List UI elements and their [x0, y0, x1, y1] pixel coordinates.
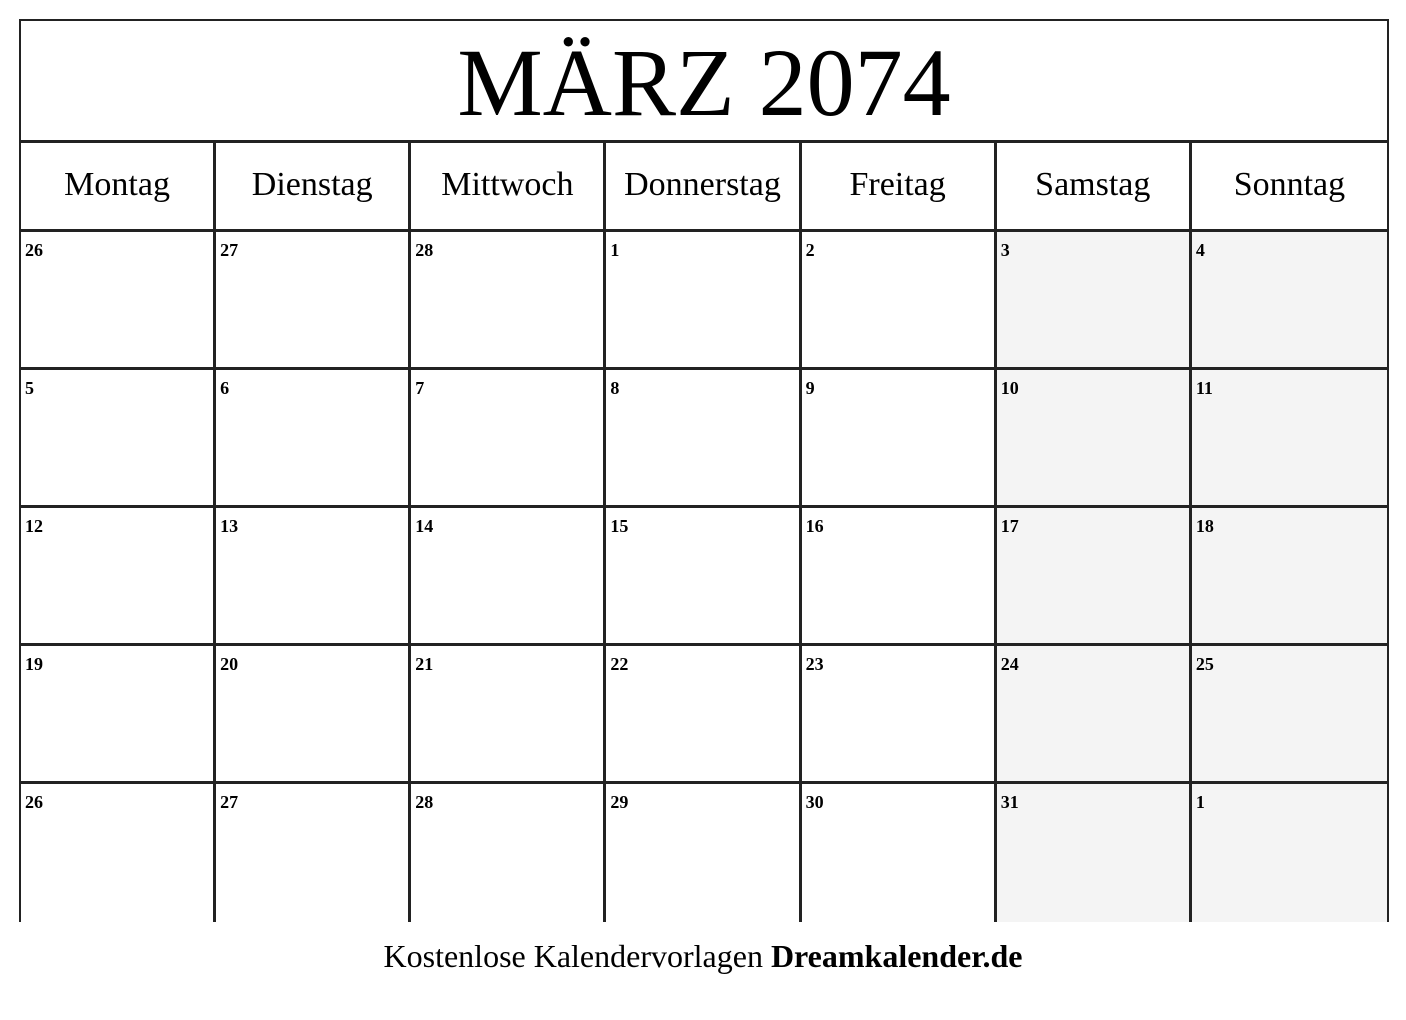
day-number: 8 [610, 378, 620, 398]
day-cell [411, 784, 606, 922]
day-cell [1192, 232, 1387, 370]
day-number: 17 [1000, 516, 1019, 536]
day-number: 7 [415, 378, 425, 398]
day-cell [802, 784, 997, 922]
day-cell [21, 370, 216, 508]
day-cell [802, 508, 997, 646]
day-cell [21, 232, 216, 370]
day-number: 12 [25, 516, 43, 536]
day-cell [802, 646, 997, 784]
day-cell [1192, 370, 1387, 508]
weekday-header-donnerstag: Donnerstag [606, 143, 801, 232]
footer-text: Kostenlose Kalendervorlagen [383, 938, 763, 974]
day-cell [21, 784, 216, 922]
calendar-sheet [19, 19, 1389, 922]
day-number: 22 [610, 654, 629, 674]
day-number: 6 [220, 378, 230, 398]
day-number: 25 [1195, 654, 1214, 674]
day-number: 20 [220, 654, 239, 674]
weekday-header-mittwoch: Mittwoch [411, 143, 606, 232]
day-cell [216, 784, 411, 922]
day-number: 23 [805, 654, 824, 674]
day-number: 26 [25, 792, 43, 812]
day-cell [606, 646, 801, 784]
day-cell [1192, 508, 1387, 646]
day-number: 5 [25, 378, 34, 398]
weekday-header-sonntag: Sonntag [1192, 143, 1387, 232]
day-number: 27 [220, 792, 239, 812]
day-cell [21, 646, 216, 784]
day-number: 10 [1000, 378, 1019, 398]
day-number: 26 [25, 240, 43, 260]
day-number: 29 [610, 792, 629, 812]
day-number: 24 [1000, 654, 1019, 674]
weekday-header-freitag: Freitag [802, 143, 997, 232]
day-cell [606, 784, 801, 922]
day-cell [802, 370, 997, 508]
day-number: 13 [220, 516, 239, 536]
day-cell [216, 646, 411, 784]
day-cell [216, 232, 411, 370]
day-cell [21, 508, 216, 646]
day-cell [606, 232, 801, 370]
day-number: 28 [415, 792, 434, 812]
day-cell [1192, 784, 1387, 922]
day-cell [411, 232, 606, 370]
weekday-header-montag: Montag [21, 143, 216, 232]
day-number: 21 [415, 654, 434, 674]
day-number: 9 [805, 378, 815, 398]
day-cell [997, 232, 1192, 370]
day-number: 16 [805, 516, 824, 536]
day-number: 1 [1195, 792, 1205, 812]
day-cell [606, 508, 801, 646]
day-number: 18 [1195, 516, 1214, 536]
day-cell [997, 370, 1192, 508]
footer [0, 938, 1406, 975]
day-cell [411, 646, 606, 784]
day-number: 4 [1195, 240, 1205, 260]
day-number: 14 [415, 516, 434, 536]
day-cell [411, 508, 606, 646]
day-cell [606, 370, 801, 508]
day-number: 30 [805, 792, 824, 812]
day-number: 19 [25, 654, 43, 674]
day-number: 27 [220, 240, 239, 260]
day-cell [216, 508, 411, 646]
day-number: 31 [1000, 792, 1019, 812]
day-number: 28 [415, 240, 434, 260]
day-number: 1 [610, 240, 620, 260]
day-cell [997, 646, 1192, 784]
day-number: 3 [1000, 240, 1010, 260]
weekday-header-samstag: Samstag [997, 143, 1192, 232]
calendar-grid [21, 143, 1387, 922]
day-cell [1192, 646, 1387, 784]
day-cell [411, 370, 606, 508]
day-number: 15 [610, 516, 629, 536]
day-cell [802, 232, 997, 370]
day-cell [216, 370, 411, 508]
day-cell [997, 508, 1192, 646]
calendar-title: MÄRZ 2074 [21, 21, 1387, 143]
footer-brand: Dreamkalender.de [770, 938, 1023, 974]
day-number: 2 [805, 240, 815, 260]
day-number: 11 [1195, 378, 1213, 398]
day-cell [997, 784, 1192, 922]
weekday-header-dienstag: Dienstag [216, 143, 411, 232]
